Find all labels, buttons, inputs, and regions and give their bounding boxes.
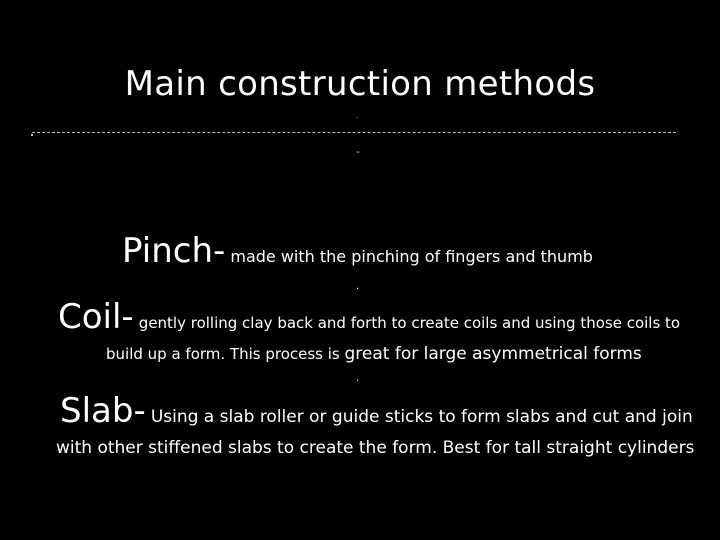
divider-top-mark: .	[356, 111, 359, 120]
pinch-separator-mark: .	[356, 281, 360, 292]
coil-separator-mark: .	[356, 373, 360, 384]
coil-description-line-2: build up a form. This process is	[106, 345, 345, 363]
slab-row-2	[56, 438, 694, 458]
slab-term: Slab-	[60, 391, 146, 431]
divider-line	[32, 132, 676, 133]
pinch-description: made with the pinching of fingers and thumb	[230, 247, 593, 266]
slab-description-line-2: with other stiffened slabs to create the form. Best for tall straight cylinders	[56, 438, 695, 458]
pinch-row	[122, 231, 593, 271]
coil-row-2	[106, 344, 642, 364]
slab-row	[60, 391, 693, 431]
coil-term: Coil-	[58, 297, 134, 337]
pinch-term: Pinch-	[122, 231, 226, 271]
coil-description-line-2-emphasis: great for large asymmetrical forms	[344, 344, 642, 364]
slab-description-line-1: Using a slab roller or guide sticks to form slabs and cut and join	[150, 407, 693, 427]
coil-description-line-1: gently rolling clay back and forth to create coils and using those coils to	[138, 314, 681, 332]
divider-left-dot	[31, 134, 33, 136]
slide-title: Main construction methods	[124, 64, 596, 104]
coil-row	[58, 297, 680, 337]
divider-bottom-mark: -	[356, 145, 360, 158]
